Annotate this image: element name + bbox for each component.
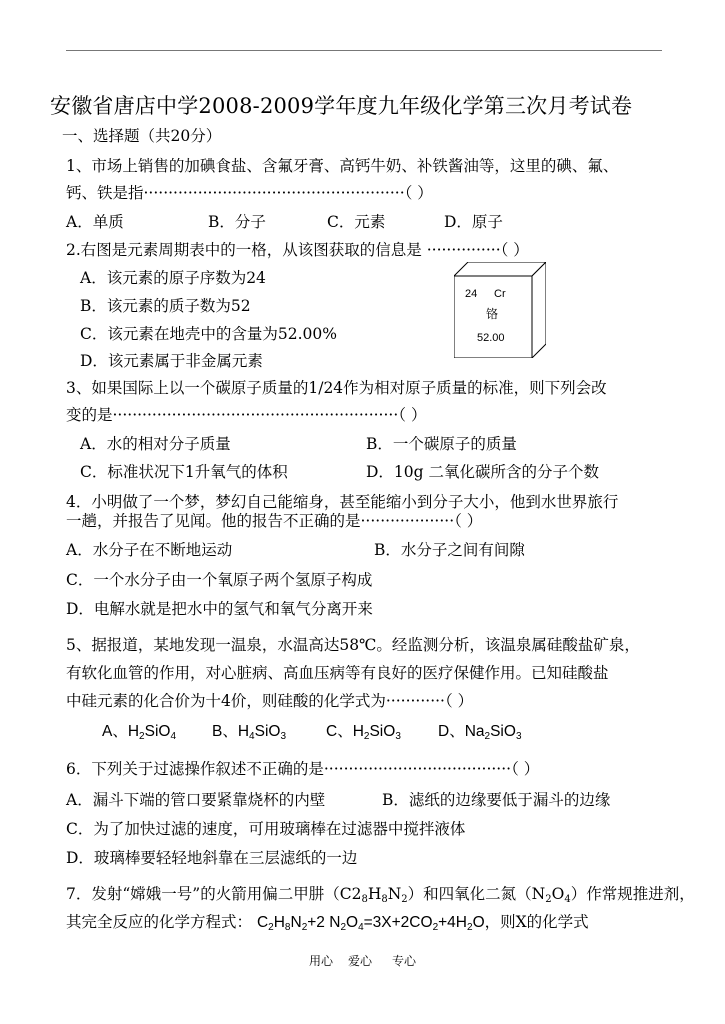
q1-option-a: A．单质 — [66, 213, 124, 231]
q5-option-d: D、$Na_2SiO_3$ — [438, 723, 522, 742]
q1-option-c: C．元素 — [327, 213, 386, 231]
q5-line1: 5、据报道，某地发现一温泉，水温高达58℃。经监测分析，该温泉属硅酸盐矿泉， — [66, 636, 640, 654]
q2-stem: 2.右图是元素周期表中的一格，从该图获取的信息是 ···············（ ） — [66, 241, 529, 259]
q4-line2: 一趟，并报告了见闻。他的报告不正确的是···················（ ） — [66, 512, 483, 530]
q3-line2: 变的是··························································（ ） — [66, 406, 427, 424]
q2-option-b: B．该元素的质子数为52 — [80, 297, 251, 315]
q3-option-b: B．一个碳原子的质量 — [366, 435, 517, 453]
q4-option-c: C．一个水分子由一个氧原子两个氢原子构成 — [66, 571, 373, 589]
footer-item-3: 专心 — [392, 954, 417, 968]
header-rule — [66, 50, 662, 51]
section-heading: 一、选择题（共20分） — [62, 127, 222, 145]
q6-option-c: C．为了加快过滤的速度，可用玻璃棒在过滤器中搅拌液体 — [66, 820, 466, 838]
q1-line1: 1、市场上销售的加碘食盐、含氟牙膏、高钙牛奶、补铁酱油等，这里的碘、氟、 — [66, 157, 619, 175]
q3-line1: 3、如果国际上以一个碳原子质量的1/24作为相对原子质量的标准，则下列会改 — [66, 379, 607, 397]
element-number: 24 — [465, 288, 478, 300]
q1-line2: 钙、铁是指·····················································（ ） — [66, 184, 433, 202]
q7-line2: 其完全反应的化学方程式： $C_2H_8N_2+2$ $N_2O_4=3X+2CO_2+4H_2O$，则X的化学式 — [66, 913, 589, 933]
q1-option-d: D．原子 — [444, 213, 503, 231]
q7-line1: 7．发射“嫦娥一号”的火箭用偏二甲肼$(C2_8H_8N_2)$和四氧化二氮$(N_2O_4)$作常规推进剂， — [66, 885, 695, 905]
q5-option-c: C、$H_2SiO_3$ — [326, 723, 401, 742]
q3-option-c: C．标准状况下1升氧气的体积 — [80, 463, 288, 481]
q6-option-d: D．玻璃棒要轻轻地斜靠在三层滤纸的一边 — [66, 849, 358, 867]
q1-option-b: B．分子 — [208, 213, 266, 231]
q5-option-b: B、$H_4SiO_3$ — [212, 723, 287, 742]
q4-line1: 4．小明做了一个梦，梦幻自己能缩身，甚至能缩小到分子大小，他到水世界旅行 — [66, 493, 619, 511]
q4-option-b: B．水分子之间有间隙 — [374, 541, 525, 559]
q5-option-a: A、$H_2SiO_4$ — [102, 723, 177, 742]
q2-option-a: A．该元素的原子序数为24 — [80, 269, 266, 287]
q5-line2: 有软化血管的作用，对心脏病、高血压病等有良好的医疗保健作用。已知硅酸盐 — [66, 664, 609, 682]
q2-option-d: D．该元素属于非金属元素 — [80, 352, 263, 370]
q2-option-c: C．该元素在地壳中的含量为52.00% — [80, 325, 337, 343]
footer-item-2: 爱心 — [348, 954, 373, 968]
q3-option-d: D．10g 二氧化碳所含的分子个数 — [366, 463, 600, 481]
q4-option-a: A．水分子在不断地运动 — [66, 541, 233, 559]
element-name: 铬 — [486, 307, 499, 321]
periodic-table-cell — [454, 262, 546, 358]
page-title: 安徽省唐店中学2008-2009学年度九年级化学第三次月考试卷 — [50, 94, 633, 118]
element-symbol: Cr — [494, 288, 506, 300]
q5-line3: 中硅元素的化合价为十4价，则硅酸的化学式为············（ ） — [66, 692, 474, 710]
q6-option-b: B．滤纸的边缘要低于漏斗的边缘 — [382, 791, 611, 809]
q4-option-d: D．电解水就是把水中的氢气和氧气分离开来 — [66, 600, 373, 618]
q6-option-a: A．漏斗下端的管口要紧靠烧杯的内壁 — [66, 791, 326, 809]
footer-item-1: 用心 — [309, 954, 334, 968]
q6-stem: 6．下列关于过滤操作叙述不正确的是······································（ ） — [66, 760, 540, 778]
element-mass: 52.00 — [477, 332, 505, 344]
q3-option-a: A．水的相对分子质量 — [80, 435, 231, 453]
